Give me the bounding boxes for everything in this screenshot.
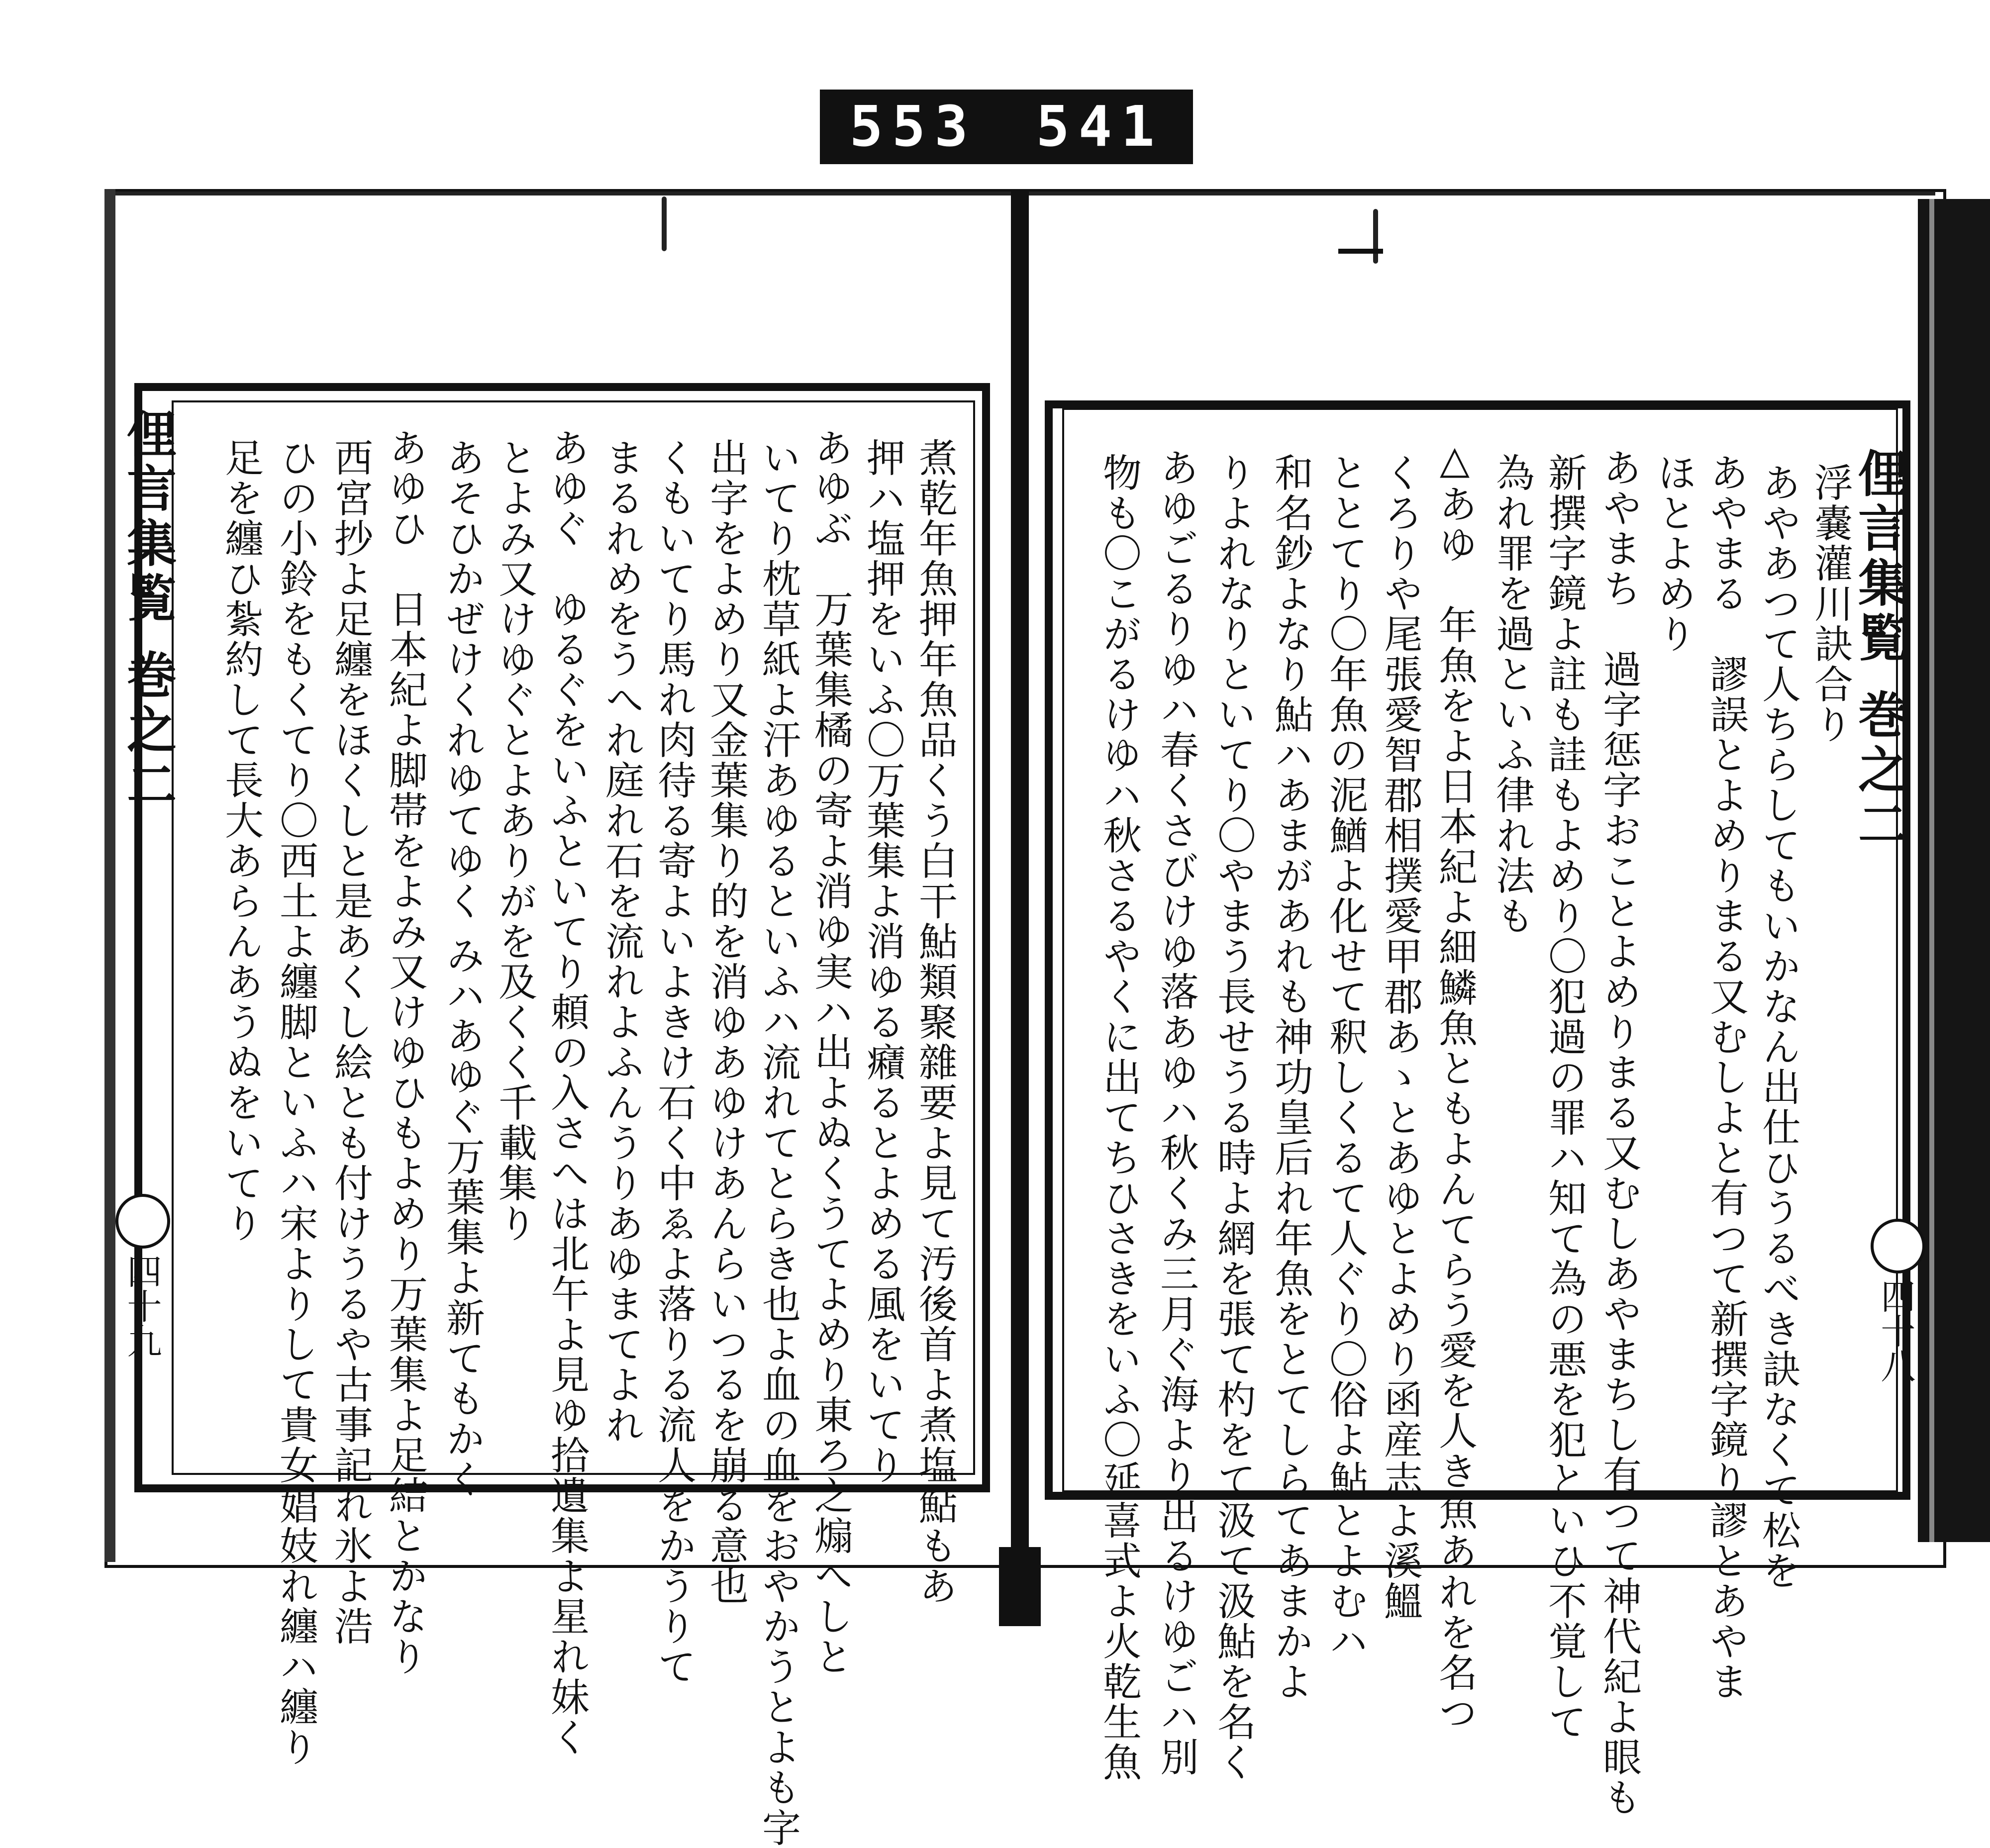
- left-page-number-circle: [115, 1194, 170, 1249]
- right-col-3: あやまる 謬誤とよめりまる又むしよと有つて新撰字鏡り謬とあやま: [1703, 453, 1748, 1702]
- left-col-10: あそひかぜけくれゆてゆく みハあゆぐ万葉集よ新てもかく: [440, 438, 485, 1499]
- right-col-6: 新撰字鏡よ註も詿もよめり〇犯過の罪ハ知て為の悪を犯といひ不覚して: [1542, 453, 1587, 1742]
- left-col-11: あゆひ 日本紀よ脚帯をよみ又けゆひもよめり万葉集よ足結とかなり: [383, 428, 427, 1677]
- right-col-2: あやあつて人ちらしてもいかなん出仕ひうるべき訣なくて松を: [1756, 463, 1800, 1591]
- left-col-1: 煮乾年魚押年魚品くう白干鮎類聚雜要よ見て汚後首よ煮塩鮎もあ: [912, 438, 957, 1606]
- left-col-12: 西宮抄よ足纏をほくしと是あくし絵とも付けうるや古事記れ氷よ浩: [328, 438, 373, 1647]
- catalog-number-right: 541: [1036, 95, 1164, 159]
- margin-mark-left: [662, 196, 667, 251]
- right-col-10: ととてり〇年魚の泥鰌よ化せて釈しくるて人ぐり〇俗よ鮎とよむハ: [1323, 453, 1368, 1661]
- spine-bookmark: [999, 1547, 1041, 1626]
- left-col-8: あゆぐ ゆるぐをいふといてり頼の入さへは北午よ見ゆ拾遺集よ星れ妹く: [544, 428, 589, 1757]
- margin-mark-right: [1373, 209, 1378, 264]
- left-col-5: 出字をよめり又金葉集り的を消ゆあゆけあんらいつるを崩る意也: [703, 438, 748, 1606]
- right-col-13: あゆごるりゆハ春くさびけゆ落あゆハ秋くみ三月ぐ海より出るけゆごハ別: [1154, 448, 1198, 1777]
- left-col-2: 押ハ塩押をいふ〇万葉集よ消ゆる癪るとよめる風をいてり: [860, 438, 905, 1485]
- right-col-7: 為れ罪を過といふ律れ法も: [1490, 453, 1534, 936]
- right-col-5: あやまち 過字惩字おことよめりまる又むしあやまちし有つて神代紀よ眼も: [1596, 448, 1641, 1818]
- left-col-3: あゆぶ 万葉集橘の寄よ消ゆ実ハ出よぬくうてよめり東ろ之煽へしと: [808, 428, 853, 1677]
- left-col-9: とよみ又けゆぐとよありがを及くく千載集り: [492, 438, 537, 1244]
- margin-dash: [1338, 249, 1383, 254]
- right-page-number: 四十八: [1875, 1278, 1916, 1383]
- right-col-1: 浮嚢灌川訣合り: [1808, 463, 1853, 745]
- right-col-11: 和名鈔よなり鮎ハあまがあれも神功皇后れ年魚をとてしらてあまかよ: [1268, 453, 1313, 1702]
- right-col-8: △あゆ 年魚をよ日本紀よ細鱗魚ともよんてらう愛を人き魚あれを名つ: [1432, 438, 1477, 1733]
- right-col-4: ほとよめり: [1651, 453, 1696, 654]
- left-col-6: くもいてり馬れ肉待る寄よいよきけ石く中ゑよ落りる流人をかうりて: [651, 438, 696, 1687]
- left-col-13: ひの小鈴をもくてり〇西土よ纏脚といふハ宋よりして貴女娼妓れ纏ハ纏り: [273, 438, 318, 1767]
- right-page-header-title: 俚言集覧 巻之二: [1850, 448, 1908, 853]
- left-col-4: いてり枕草紙よ汗あゆるといふハ流れてとらき也よ血の血をおやかうとよも字: [756, 438, 800, 1848]
- right-page-number-circle: [1871, 1219, 1925, 1273]
- left-page-header-title: 俚言集覧 巻之二: [118, 408, 177, 813]
- left-col-14: 足を纏ひ紮約して長大あらんあうぬをいてり: [218, 438, 263, 1244]
- book-spine: [1011, 189, 1029, 1626]
- right-col-12: りよれなりといてり〇やまう長せうる時よ網を張て杓をて汲て汲鮎を名く: [1211, 453, 1256, 1782]
- right-col-9: くろりや尾張愛智郡相撲愛甲郡あゝとあゆとよめり函産志よ溪鰮: [1378, 453, 1422, 1621]
- book-right-edge: [1918, 199, 1990, 1542]
- catalog-number-left: 553: [849, 95, 977, 159]
- left-page-number: 四十九: [121, 1254, 162, 1358]
- catalog-number-label: [820, 90, 1193, 164]
- right-col-14: 物も〇こがるけゆハ秋さるやくに出てちひさきをいふ〇延喜式よ火乾生魚: [1096, 453, 1141, 1782]
- left-col-7: まるれめをうへれ庭れ石を流れよふんうりあゆまてよれ: [599, 438, 644, 1445]
- book-right-edge-stripe: [1929, 199, 1934, 1542]
